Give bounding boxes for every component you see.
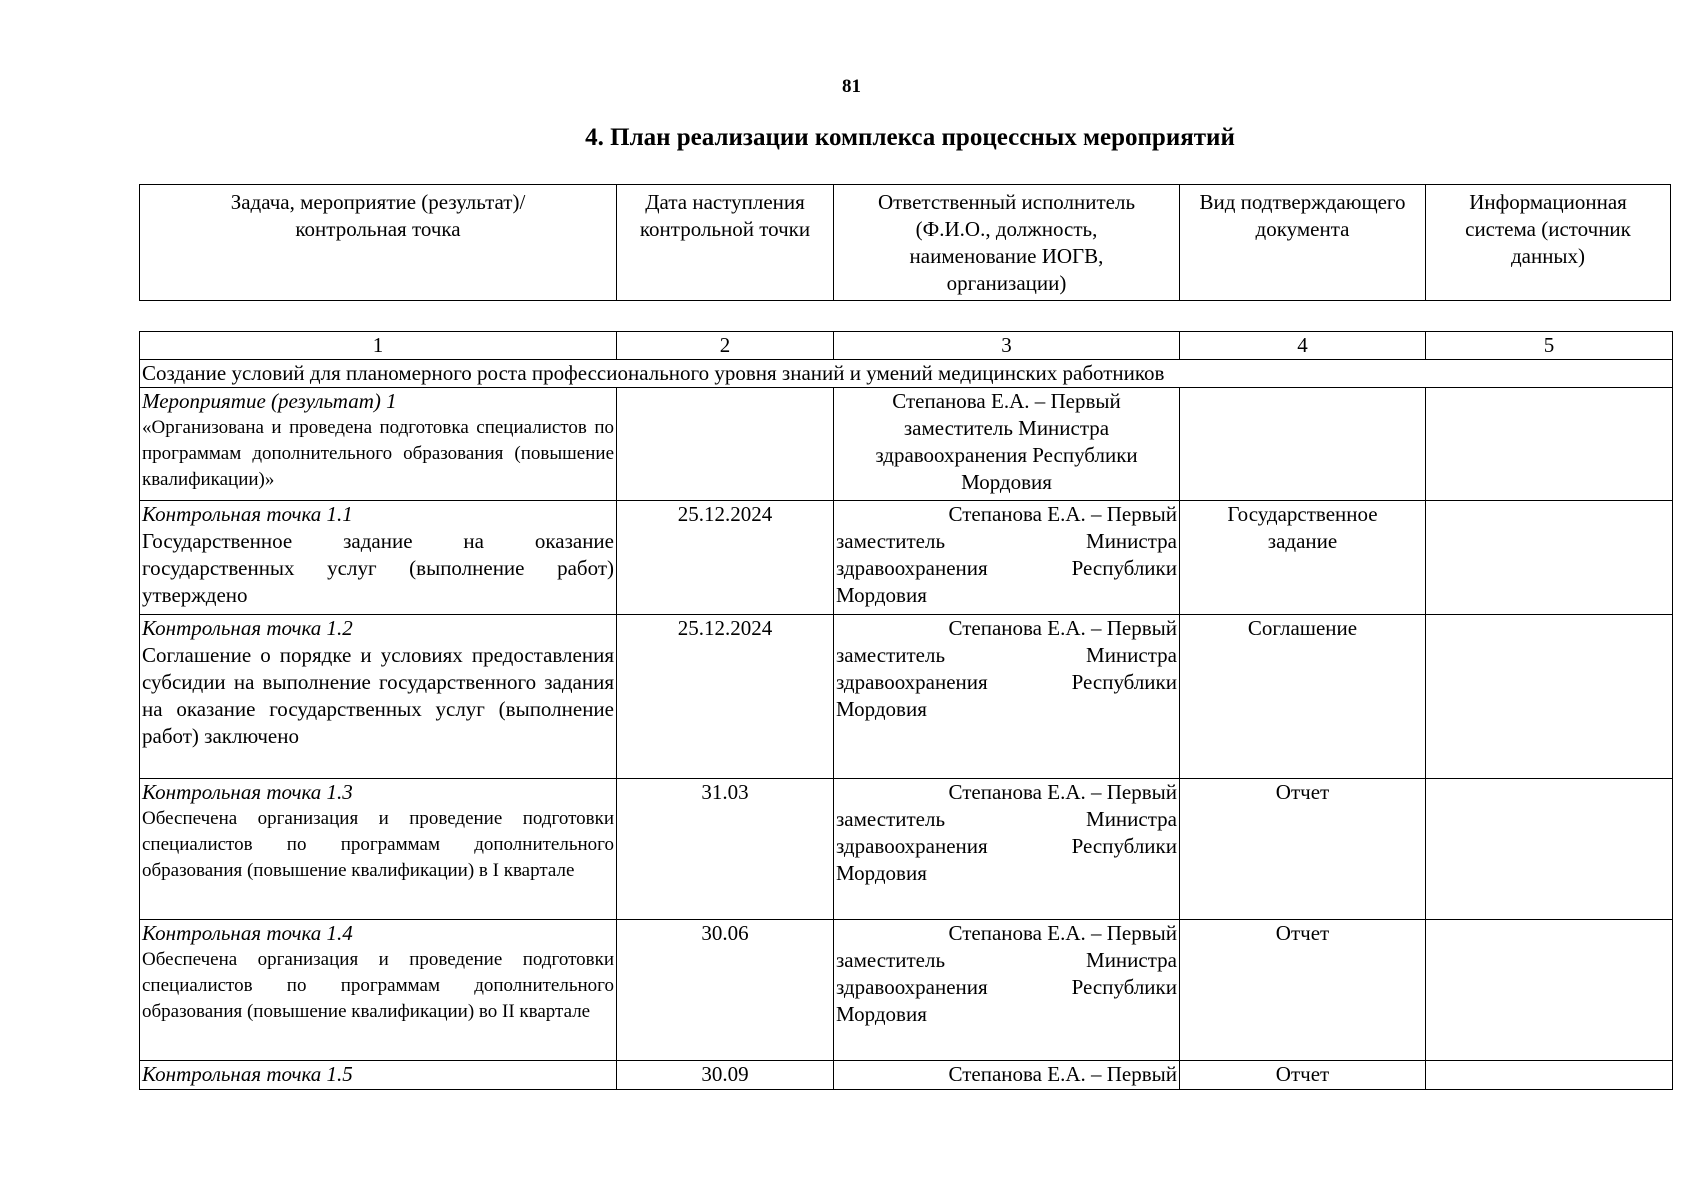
column-number: 2 [617,332,834,360]
date-cell: 25.12.2024 [617,615,834,779]
responsible-cell [834,615,1180,779]
responsible-cell [834,501,1180,615]
responsible-cell [834,920,1180,1061]
header-table [139,184,1671,301]
system-cell [1426,1061,1673,1090]
document-cell [1180,388,1426,501]
column-number: 4 [1180,332,1426,360]
task-cell [140,779,617,920]
column-number: 5 [1426,332,1673,360]
responsible-cell [834,779,1180,920]
page-number: 81 [842,76,861,97]
row-title: Мероприятие (результат) 1 [142,389,397,413]
header-responsible: Ответственный исполнитель (Ф.И.О., должность, наименование ИОГВ, организации) [834,185,1180,301]
responsible-last: Мордовия [961,470,1052,494]
responsible-last: Мордовия [836,583,927,607]
responsible-last: Мордовия [836,1002,927,1026]
responsible-rest: заместитель Министра здравоохранения Республики [875,416,1138,467]
responsible-rest: заместитель Министра здравоохранения Республики [836,948,1177,999]
responsible-first: Степанова Е.А. – Первый [892,389,1121,413]
responsible-rest: заместитель Министра здравоохранения Республики [836,643,1177,694]
responsible-first: Степанова Е.А. – Первый [948,1062,1177,1086]
document-cell: Отчет [1180,779,1426,920]
table-row [140,615,1673,779]
table-row [140,1061,1673,1090]
responsible-cell [834,388,1180,501]
column-number: 1 [140,332,617,360]
responsible-first: Степанова Е.А. – Первый [948,780,1177,804]
system-cell [1426,388,1673,501]
row-title: Контрольная точка 1.2 [142,616,353,640]
row-body: Соглашение о порядке и условиях предоставления субсидии на выполнение государственного задания на оказание государственных услуг (выполнение работ) заключено [142,643,614,748]
header-document-type: Вид подтверждающего документа [1180,185,1426,301]
column-number-row [140,332,1673,360]
table-row [140,501,1673,615]
table-row [140,388,1673,501]
column-number: 3 [834,332,1180,360]
row-body: «Организована и проведена подготовка специалистов по программам дополнительного образования (повышение квалификации)» [142,417,614,490]
date-cell: 31.03 [617,779,834,920]
table-row [140,920,1673,1061]
header-info-system: Информационная система (источник данных) [1426,185,1671,301]
system-cell [1426,615,1673,779]
responsible-cell [834,1061,1180,1090]
section-title: Создание условий для планомерного роста профессионального уровня знаний и умений медицинских работников [140,360,1673,388]
date-cell: 25.12.2024 [617,501,834,615]
section-row [140,360,1673,388]
responsible-last: Мордовия [836,861,927,885]
responsible-last: Мордовия [836,697,927,721]
system-cell [1426,920,1673,1061]
plan-table [139,331,1673,1090]
row-title: Контрольная точка 1.1 [142,502,353,526]
task-cell [140,501,617,615]
date-cell: 30.06 [617,920,834,1061]
row-title: Контрольная точка 1.4 [142,921,353,945]
responsible-rest: заместитель Министра здравоохранения Республики [836,529,1177,580]
row-title: Контрольная точка 1.5 [142,1062,353,1086]
responsible-first: Степанова Е.А. – Первый [948,502,1177,526]
document-cell: Государственное задание [1180,501,1426,615]
document-cell: Отчет [1180,1061,1426,1090]
row-body: Обеспечена организация и проведение подготовки специалистов по программам дополнительного образования (повышение квалификации) во II квартале [142,949,614,1022]
responsible-first: Степанова Е.А. – Первый [948,921,1177,945]
date-cell [617,388,834,501]
system-cell [1426,779,1673,920]
row-title: Контрольная точка 1.3 [142,780,353,804]
system-cell [1426,501,1673,615]
responsible-first: Степанова Е.А. – Первый [948,616,1177,640]
document-cell: Отчет [1180,920,1426,1061]
header-date: Дата наступления контрольной точки [617,185,834,301]
responsible-rest: заместитель Министра здравоохранения Республики [836,807,1177,858]
task-cell [140,615,617,779]
row-body: Государственное задание на оказание государственных услуг (выполнение работ) утверждено [142,529,614,607]
document-title: 4. План реализации комплекса процессных мероприятий [585,124,1235,151]
document-cell: Соглашение [1180,615,1426,779]
header-task: Задача, мероприятие (результат)/контрольная точка [140,185,617,301]
table-row [140,779,1673,920]
date-cell: 30.09 [617,1061,834,1090]
task-cell [140,1061,617,1090]
row-body: Обеспечена организация и проведение подготовки специалистов по программам дополнительного образования (повышение квалификации) в I квартале [142,808,614,881]
task-cell [140,920,617,1061]
task-cell [140,388,617,501]
